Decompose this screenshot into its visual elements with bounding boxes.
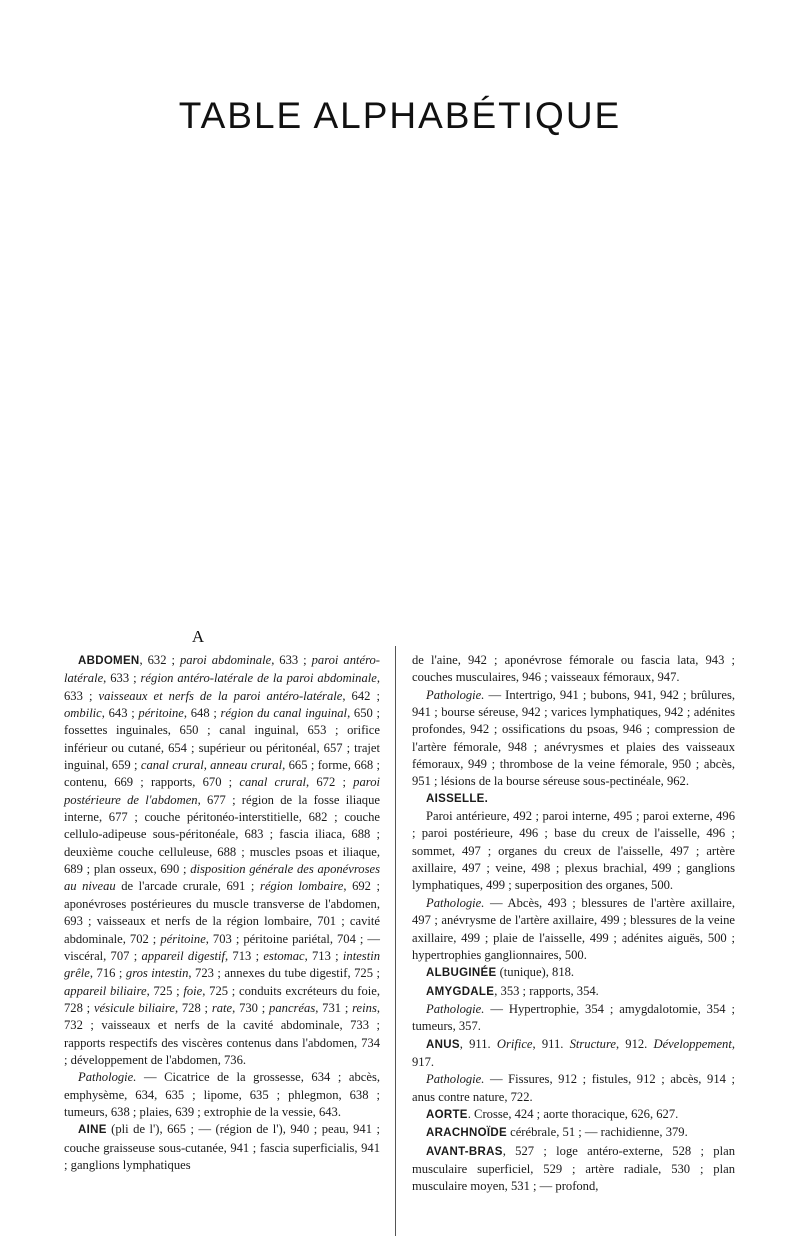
entry-keyword: AORTE <box>426 1108 468 1121</box>
entry-italic-text: vaisseaux et nerfs de la paroi antéro-latérale <box>98 688 343 703</box>
entry-text: Paroi antérieure, 492 ; paroi interne, 495 ; paroi externe, 496 ; paroi postérieure, 496 ; base du creux de l'aisselle, 496 ; sommet, 497 ; organes du creux de l'aisselle, 497 ; artère axillaire, 497 ; veine, 498 ; plexus brachial, 499 ; ganglions lymphatiques, 499 ; superposition des organes, 500. <box>412 809 735 893</box>
entry-italic-text: Pathologie. <box>426 895 485 910</box>
entry-italic-text: estomac <box>263 948 305 963</box>
entry-text: de l'aine, 942 ; aponévrose fémorale ou fascia lata, 943 ; couches musculaires, 946 ; vaisseaux fémoraux, 947. <box>412 653 735 685</box>
entry-text: — Hypertrophie, 354 ; amygdalotomie, 354 ; tumeurs, 357. <box>412 1001 735 1034</box>
entry-text: , 353 ; rapports, 354. <box>494 983 599 998</box>
entry-italic-text: vésicule biliaire <box>93 1000 175 1015</box>
index-entry <box>64 1069 380 1121</box>
column-divider <box>395 646 396 1236</box>
index-entry <box>412 1124 735 1142</box>
index-entry <box>412 964 735 982</box>
entry-italic-text: région lombaire <box>259 879 344 894</box>
entry-italic-text: ombilic <box>64 706 102 721</box>
entry-italic-text: Pathologie. <box>426 687 485 702</box>
entry-text: — Cicatrice de la grossesse, 634 ; abcès, emphysème, 634, 635 ; lipome, 635 ; phlegmon, 638 ; tumeurs, 638 ; plaies, 639 ; extrophie de la vessie, 643. <box>64 1070 380 1119</box>
entry-text: — Intertrigo, 941 ; bubons, 941, 942 ; brûlures, 941 ; bourse séreuse, 942 ; varices lymphatiques, 942 ; adénites profondes, 942 ; ossifications du psoas, 946 ; compression de l'artère fémorale, 948 ; anévrysmes et plaies des vaisseaux fémoraux, 949 ; thrombose de la veine fémorale, 950 ; abcès, 951 ; lésions de la bourse séreuse sous-pectinéale, 962. <box>412 687 735 789</box>
page-title: TABLE ALPHABÉTIQUE <box>178 94 622 136</box>
right-column <box>412 652 735 1196</box>
index-entry <box>412 1036 735 1072</box>
entry-italic-text: canal crural <box>239 775 307 790</box>
entry-text: , 633 ; <box>64 671 381 703</box>
entry-text: , 703 ; péritoine pariétal, 704 ; — viscéral, 707 ; <box>64 931 381 963</box>
left-column <box>64 652 380 1174</box>
index-entry <box>412 1071 735 1106</box>
entry-text: — Abcès, 493 ; blessures de l'artère axillaire, 497 ; anévrysme de l'artère axillaire, 499 ; blessures de la veine axillaire, 499 ; plaie de l'aisselle, 499 ; adénites aiguës, 500 ; hypertrophies ganglionnaires, 500. <box>412 895 735 962</box>
entry-text: , 677 ; région de la fosse iliaque interne, 677 ; couche péritonéo-interstitielle, 682 ; couche cellulo-adipeuse sous-péritonéale, 683 ; fascia iliaca, 688 ; deuxième couche celluleuse, 688 ; muscles psoas et iliaque, 689 ; plan osseux, 690 ; <box>64 792 380 877</box>
entry-text: , 911. <box>532 1036 570 1051</box>
entry-italic-text: foie <box>183 983 203 998</box>
entry-italic-text: Orifice <box>496 1036 533 1051</box>
entry-keyword: AINE <box>78 1124 107 1137</box>
index-entry <box>64 652 380 1069</box>
index-entry <box>412 1106 735 1124</box>
entry-text: — Fissures, 912 ; fistules, 912 ; abcès, 914 ; anus contre nature, 722. <box>412 1072 735 1104</box>
entry-text: , 633 ; <box>103 671 141 686</box>
entry-text: , 911. <box>459 1036 497 1051</box>
entry-text: , 730 ; <box>232 1000 270 1015</box>
entry-italic-text: péritoine <box>138 706 184 721</box>
entry-text: , 731 ; <box>315 1000 353 1015</box>
entry-italic-text: Structure <box>569 1036 616 1051</box>
entry-text: , 716 ; <box>89 966 126 981</box>
entry-text: , 692 ; aponévroses postérieures du muscle transverse de l'abdomen, 693 ; vaisseaux et nerfs de la région lombaire, 701 ; cavité abdominale, 702 ; <box>64 879 380 946</box>
entry-italic-text: région antéro-latérale de la paroi abdominale <box>140 671 377 686</box>
index-entry <box>64 1121 380 1174</box>
entry-italic-text: appareil biliaire <box>64 983 147 998</box>
entry-text: , 725 ; conduits excréteurs du foie, 728 ; <box>64 983 380 1015</box>
index-entry <box>412 895 735 964</box>
entry-text: , 672 ; <box>306 775 354 790</box>
entry-keyword: ALBUGINÉE <box>426 967 497 980</box>
entry-text: , 912. <box>615 1036 654 1051</box>
entry-italic-text: région du canal inguinal <box>220 706 348 721</box>
entry-text: , 527 ; loge antéro-externe, 528 ; plan musculaire superficiel, 529 ; artère radiale, 530 ; plan musculaire moyen, 531 ; — profond, <box>412 1143 735 1194</box>
entry-italic-text: reins <box>352 1000 377 1015</box>
entry-italic-text: Développement <box>653 1036 732 1051</box>
entry-text: , 713 ; <box>225 948 264 963</box>
entry-italic-text: disposition générale des aponévroses au niveau <box>64 862 380 894</box>
entry-italic-text: intestin grêle <box>64 948 381 981</box>
entry-keyword: ANUS <box>426 1038 460 1051</box>
entry-text: , 728 ; <box>174 1000 212 1015</box>
entry-text: (tunique), 818. <box>496 965 575 980</box>
entry-text: , 732 ; vaisseaux et nerfs de la cavité abdominale, 733 ; rapports respectifs des viscères contenus dans l'abdomen, 734 ; développement de l'abdomen, 736. <box>64 1000 381 1067</box>
entry-keyword: AVANT-BRAS <box>426 1145 503 1158</box>
entry-text: , 665 ; forme, 668 ; contenu, 669 ; rapports, 670 ; <box>64 758 381 790</box>
entry-text: , 643 ; <box>101 706 139 721</box>
entry-italic-text: gros intestin <box>125 966 189 981</box>
entry-text: , 713 ; <box>304 948 343 963</box>
index-entry <box>412 687 735 791</box>
entry-text: , 642 ; <box>342 688 380 703</box>
entry-italic-text: Pathologie. <box>426 1001 485 1016</box>
entry-text: de l'arcade crurale, 691 ; <box>115 879 260 894</box>
entry-italic-text: paroi postérieure de l'abdomen <box>64 775 380 807</box>
entry-text: , 723 ; annexes du tube digestif, 725 ; <box>188 966 380 981</box>
section-letter: A <box>191 627 205 646</box>
entry-italic-text: pancréas <box>269 1000 316 1015</box>
entry-text: , 650 ; fossettes inguinales, 650 ; canal inguinal, 653 ; orifice inférieur ou cutané, 654 ; supérieur ou péritonéal, 657 ; trajet inguinal, 659 ; <box>64 706 380 773</box>
entry-italic-text: paroi abdominale <box>179 653 272 667</box>
entry-italic-text: Pathologie. <box>426 1072 485 1087</box>
entry-italic-text: canal crural, anneau crural <box>140 758 283 773</box>
entry-text: . Crosse, 424 ; aorte thoracique, 626, 627. <box>467 1106 679 1121</box>
index-entry <box>412 1001 735 1036</box>
entry-keyword: AMYGDALE <box>426 985 495 998</box>
entry-keyword: ARACHNOÏDE <box>426 1127 507 1140</box>
index-entry <box>412 1143 735 1196</box>
index-entry <box>412 652 735 687</box>
entry-italic-text: péritoine <box>160 931 206 946</box>
entry-italic-text: paroi antéro-latérale <box>64 653 380 686</box>
entry-text: , 725 ; <box>146 983 184 998</box>
entry-text: (pli de l'), 665 ; — (région de l'), 940 ; peau, 941 ; couche graisseuse sous-cutanée, 941 ; fascia superficialis, 941 ; ganglions lymphatiques <box>64 1122 380 1172</box>
entry-keyword: AISSELLE. <box>426 792 489 805</box>
index-entry <box>412 983 735 1001</box>
entry-text: , 632 ; <box>139 653 180 667</box>
entry-italic-text: Pathologie. <box>78 1070 137 1085</box>
entry-text: , 648 ; <box>183 706 221 721</box>
entry-text: , 917. <box>412 1036 735 1069</box>
entry-italic-text: appareil digestif <box>141 948 226 963</box>
entry-text: cérébrale, 51 ; — rachidienne, 379. <box>506 1125 688 1140</box>
entry-keyword: ABDOMEN <box>78 655 140 667</box>
index-entry <box>412 808 735 895</box>
entry-italic-text: rate <box>211 1000 233 1015</box>
index-heading <box>412 791 735 808</box>
entry-text: , 633 ; <box>271 653 312 667</box>
